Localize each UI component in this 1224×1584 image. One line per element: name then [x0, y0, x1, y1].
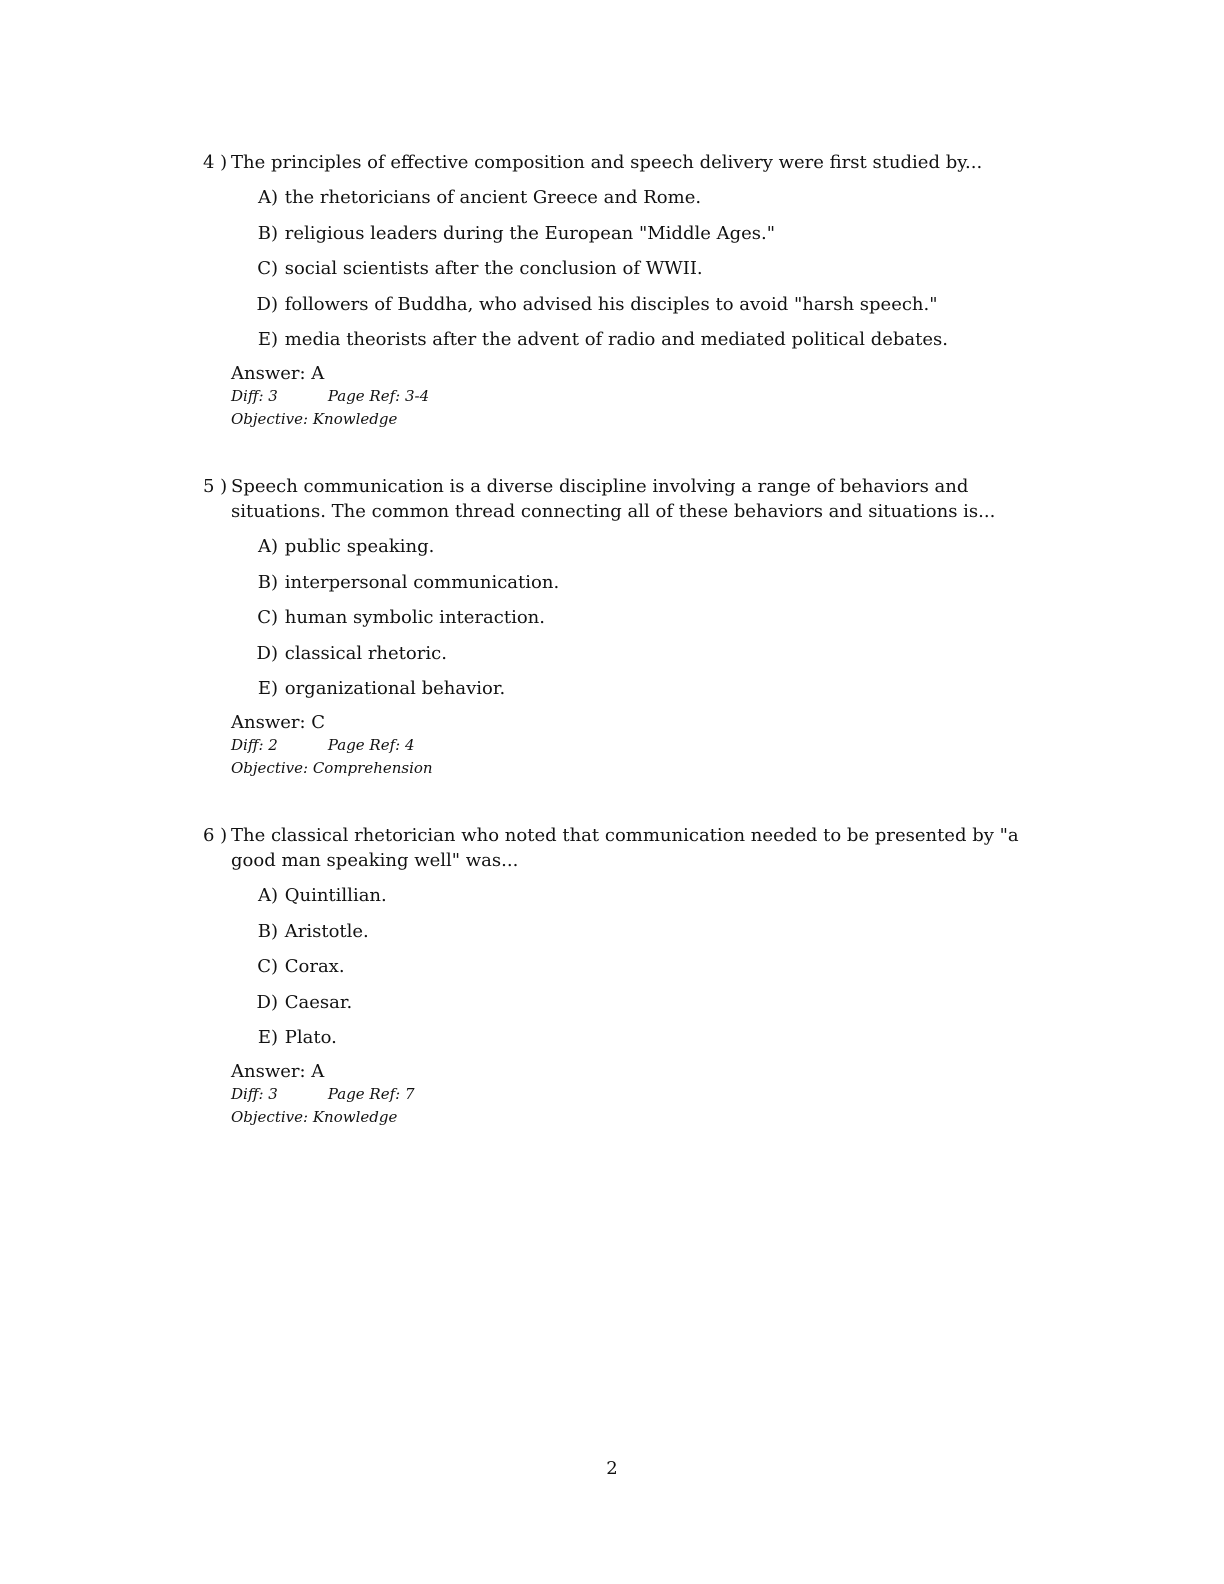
option-letter: B) — [257, 920, 278, 942]
answer-line: Answer: A — [231, 362, 325, 384]
option-list — [251, 883, 1023, 1050]
answer-line: Answer: A — [231, 1060, 325, 1082]
difficulty: Diff: 3 — [231, 1084, 278, 1103]
question-stem — [203, 823, 1023, 873]
option-text: Corax. — [284, 956, 345, 978]
option-text: interpersonal communication. — [284, 571, 560, 593]
option-list — [251, 185, 1023, 352]
option-b — [251, 221, 1023, 246]
meta-line — [231, 734, 1023, 757]
option-letter: A) — [257, 187, 278, 208]
option-c — [251, 954, 1023, 979]
option-text: classical rhetoric. — [284, 642, 447, 664]
option-text: Caesar. — [284, 991, 353, 1013]
objective: Objective: Knowledge — [231, 409, 398, 428]
option-a — [251, 185, 1023, 210]
option-e — [251, 676, 1023, 701]
difficulty: Diff: 3 — [231, 386, 278, 405]
option-b — [251, 570, 1023, 595]
answer-block — [231, 1061, 1023, 1129]
question-text: The classical rhetorician who noted that communication needed to be presented by "a good man speaking well" was... — [231, 825, 1019, 871]
option-letter: E) — [257, 678, 278, 700]
objective: Objective: Knowledge — [231, 1107, 398, 1126]
meta-line — [231, 385, 1023, 408]
question-stem — [203, 474, 1023, 524]
option-text: followers of Buddha, who advised his disciples to avoid "harsh speech." — [284, 293, 938, 315]
option-b — [251, 919, 1023, 944]
option-d — [251, 990, 1023, 1015]
option-d — [251, 292, 1023, 317]
question-4 — [203, 150, 1023, 431]
option-text: organizational behavior. — [284, 678, 506, 700]
question-number: 5 ) — [203, 476, 228, 497]
option-letter: C) — [257, 607, 278, 629]
option-a — [251, 534, 1023, 559]
page-reference: Page Ref: 7 — [327, 1084, 415, 1103]
option-list — [251, 534, 1023, 701]
question-text: Speech communication is a diverse discipline involving a range of behaviors and situations. The common thread connecting all of these behaviors and situations is... — [231, 476, 996, 522]
option-letter: B) — [257, 571, 278, 593]
option-text: Quintillian. — [284, 885, 387, 906]
option-text: Aristotle. — [284, 920, 369, 942]
option-letter: E) — [257, 329, 278, 351]
option-d — [251, 641, 1023, 666]
option-letter: A) — [257, 536, 278, 557]
option-letter: E) — [257, 1027, 278, 1049]
option-letter: D) — [256, 293, 278, 315]
option-letter: C) — [257, 258, 278, 280]
answer-block — [231, 363, 1023, 431]
option-e — [251, 1025, 1023, 1050]
option-letter: B) — [257, 222, 278, 244]
option-letter: A) — [257, 885, 278, 906]
question-number: 6 ) — [203, 825, 228, 846]
option-letter: D) — [256, 642, 278, 664]
difficulty: Diff: 2 — [231, 735, 278, 754]
option-text: religious leaders during the European "Middle Ages." — [284, 222, 776, 244]
option-text: public speaking. — [284, 536, 435, 557]
option-c — [251, 605, 1023, 630]
option-text: the rhetoricians of ancient Greece and Rome. — [284, 187, 702, 208]
option-text: human symbolic interaction. — [284, 607, 545, 629]
question-text: The principles of effective composition and speech delivery were first studied by... — [231, 152, 983, 173]
option-text: media theorists after the advent of radio and mediated political debates. — [284, 329, 948, 351]
option-text: social scientists after the conclusion of WWII. — [284, 258, 703, 280]
option-c — [251, 256, 1023, 281]
option-letter: C) — [257, 956, 278, 978]
meta-line — [231, 1083, 1023, 1106]
option-e — [251, 327, 1023, 352]
option-text: Plato. — [284, 1027, 337, 1049]
objective: Objective: Comprehension — [231, 758, 433, 777]
page-reference: Page Ref: 4 — [327, 735, 415, 754]
question-5 — [203, 474, 1023, 780]
option-a — [251, 883, 1023, 908]
question-number: 4 ) — [203, 152, 228, 173]
page-reference: Page Ref: 3-4 — [327, 386, 430, 405]
answer-line: Answer: C — [231, 711, 326, 733]
answer-block — [231, 712, 1023, 780]
option-letter: D) — [256, 991, 278, 1013]
question-stem — [203, 150, 1023, 175]
page-number: 2 — [606, 1458, 618, 1479]
question-6 — [203, 823, 1023, 1129]
